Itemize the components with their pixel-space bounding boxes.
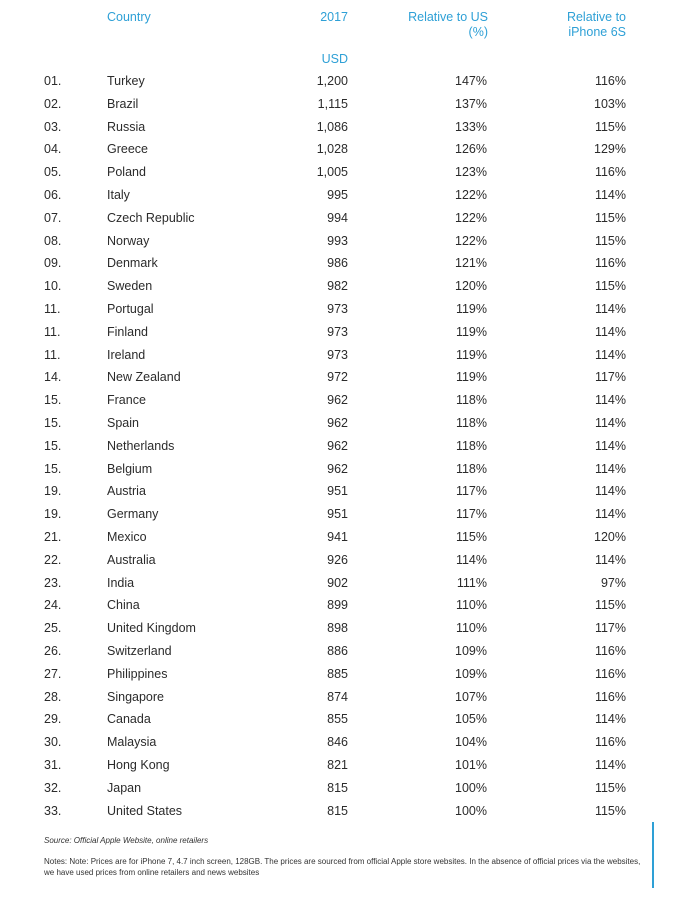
relative-us-cell: 119%: [455, 301, 487, 316]
relative-us-cell: 105%: [455, 712, 487, 727]
relative-us-cell: 118%: [455, 393, 487, 408]
price-cell: 815: [327, 780, 348, 795]
table-row: [0, 503, 695, 526]
rank-cell: 30.: [44, 735, 62, 750]
relative-us-cell: 110%: [455, 598, 487, 613]
price-cell: 885: [327, 666, 348, 681]
relative-iphone6s-cell: 115%: [594, 233, 626, 248]
country-cell: Turkey: [107, 74, 145, 88]
table-row: [0, 412, 695, 435]
table-row: [0, 207, 695, 230]
table-row: [0, 458, 695, 481]
rank-cell: 03.: [44, 119, 62, 134]
table-row: [0, 298, 695, 321]
country-cell: Austria: [107, 484, 146, 499]
table-row: [0, 230, 695, 253]
table-row: [0, 754, 695, 777]
relative-us-cell: 117%: [455, 484, 487, 499]
country-cell: New Zealand: [107, 370, 181, 385]
rank-cell: 02.: [44, 96, 62, 111]
table-row: [0, 549, 695, 572]
rank-cell: 29.: [44, 712, 62, 727]
country-cell: Canada: [107, 712, 151, 727]
price-cell: 962: [327, 393, 348, 408]
country-cell: Netherlands: [107, 438, 175, 453]
relative-iphone6s-cell: 114%: [594, 552, 626, 567]
relative-iphone6s-cell: 114%: [594, 484, 626, 499]
relative-us-cell: 100%: [455, 780, 487, 795]
country-cell: Greece: [107, 142, 148, 157]
price-cell: 962: [327, 415, 348, 430]
rank-cell: 08.: [44, 233, 62, 248]
rank-cell: 07.: [44, 210, 62, 225]
country-cell: Finland: [107, 324, 148, 339]
column-header-country: Country: [107, 10, 151, 24]
price-cell: 995: [327, 187, 348, 202]
country-cell: Germany: [107, 507, 159, 522]
relative-iphone6s-cell: 115%: [594, 598, 626, 613]
relative-iphone6s-cell: 116%: [594, 666, 626, 681]
relative-us-cell: 114%: [455, 552, 487, 567]
rank-cell: 05.: [44, 165, 62, 180]
rank-cell: 31.: [44, 757, 62, 772]
rank-cell: 19.: [44, 507, 62, 522]
relative-us-cell: 109%: [455, 643, 487, 658]
price-cell: 951: [327, 507, 348, 522]
relative-us-cell: 118%: [455, 438, 487, 453]
relative-iphone6s-cell: 116%: [594, 256, 626, 271]
rank-cell: 24.: [44, 598, 62, 613]
table-row: [0, 640, 695, 663]
relative-iphone6s-cell: 115%: [594, 780, 626, 795]
relative-iphone6s-cell: 114%: [594, 301, 626, 316]
price-cell: 982: [327, 279, 348, 294]
table-row: [0, 116, 695, 139]
price-cell: 926: [327, 552, 348, 567]
price-cell: 815: [327, 803, 348, 818]
relative-us-cell: 100%: [455, 803, 487, 818]
relative-iphone6s-cell: 115%: [594, 210, 626, 225]
relative-iphone6s-cell: 116%: [594, 689, 626, 704]
price-cell: 846: [327, 735, 348, 750]
price-table-body: [0, 70, 695, 822]
price-cell: 821: [327, 757, 348, 772]
table-row: [0, 526, 695, 549]
table-row: [0, 435, 695, 458]
price-cell: 973: [327, 301, 348, 316]
rank-cell: 19.: [44, 484, 62, 499]
relative-us-cell: 123%: [455, 165, 487, 180]
price-cell: 1,086: [316, 119, 348, 134]
table-row: [0, 731, 695, 754]
price-cell: 874: [327, 689, 348, 704]
price-cell: 951: [327, 484, 348, 499]
relative-iphone6s-cell: 116%: [594, 165, 626, 180]
relative-iphone6s-cell: 120%: [594, 529, 626, 544]
relative-iphone6s-cell: 117%: [594, 370, 626, 385]
relative-us-cell: 115%: [455, 529, 487, 544]
country-cell: Poland: [107, 165, 146, 180]
country-cell: Malaysia: [107, 735, 157, 750]
table-row: [0, 572, 695, 595]
price-cell: 962: [327, 438, 348, 453]
footnote: Notes: Note: Prices are for iPhone 7, 4.7 inch screen, 128GB. The prices are sourced from official Apple store websites. In the absence of official prices via the websites, we have used prices from online retailers and news websites: [44, 857, 641, 877]
relative-iphone6s-cell: 114%: [594, 347, 626, 362]
country-cell: Russia: [107, 119, 146, 134]
relative-iphone6s-cell: 114%: [594, 415, 626, 430]
relative-us-cell: 110%: [455, 621, 487, 636]
table-row: [0, 480, 695, 503]
country-cell: Australia: [107, 552, 156, 567]
rank-cell: 10.: [44, 279, 62, 294]
relative-iphone6s-cell: 114%: [594, 324, 626, 339]
price-cell: 962: [327, 461, 348, 476]
country-cell: Japan: [107, 780, 142, 795]
relative-iphone6s-cell: 116%: [594, 643, 626, 658]
rank-cell: 15.: [44, 438, 62, 453]
rank-cell: 14.: [44, 370, 62, 385]
country-cell: Czech Republic: [107, 210, 195, 225]
country-cell: Singapore: [107, 689, 164, 704]
price-cell: 993: [327, 233, 348, 248]
relative-us-cell: 126%: [455, 142, 487, 157]
relative-us-cell: 122%: [455, 187, 487, 202]
relative-iphone6s-cell: 114%: [594, 461, 626, 476]
relative-iphone6s-cell: 114%: [594, 507, 626, 522]
column-header-relative-iphone6s: Relative to iPhone 6S: [566, 10, 626, 39]
country-cell: Spain: [107, 415, 139, 430]
country-cell: China: [107, 598, 140, 613]
rank-cell: 33.: [44, 803, 62, 818]
price-cell: 898: [327, 621, 348, 636]
table-row: [0, 344, 695, 367]
price-cell: 902: [327, 575, 348, 590]
table-row: [0, 184, 695, 207]
table-row: [0, 663, 695, 686]
price-cell: 972: [327, 370, 348, 385]
table-row: [0, 617, 695, 640]
country-cell: Philippines: [107, 666, 168, 681]
price-cell: 973: [327, 347, 348, 362]
country-cell: Mexico: [107, 529, 147, 544]
relative-us-cell: 118%: [455, 415, 487, 430]
table-row: [0, 161, 695, 184]
relative-iphone6s-cell: 103%: [594, 96, 626, 111]
price-cell: 1,005: [316, 165, 348, 180]
table-row: [0, 594, 695, 617]
relative-iphone6s-cell: 114%: [594, 712, 626, 727]
relative-iphone6s-cell: 115%: [594, 279, 626, 294]
relative-us-cell: 122%: [455, 233, 487, 248]
rank-cell: 32.: [44, 780, 62, 795]
price-cell: 1,200: [316, 74, 348, 88]
table-row: [0, 70, 695, 93]
table-row: [0, 321, 695, 344]
country-cell: Belgium: [107, 461, 153, 476]
relative-us-cell: 118%: [455, 461, 487, 476]
column-unit-usd: USD: [321, 52, 348, 66]
rank-cell: 11.: [44, 347, 61, 362]
column-header-relative-us: Relative to US (%): [408, 10, 488, 39]
relative-us-cell: 121%: [455, 256, 487, 271]
rank-cell: 28.: [44, 689, 62, 704]
relative-us-cell: 133%: [455, 119, 487, 134]
table-row: [0, 389, 695, 412]
rank-cell: 26.: [44, 643, 62, 658]
country-cell: Sweden: [107, 279, 153, 294]
relative-iphone6s-cell: 114%: [594, 757, 626, 772]
price-cell: 855: [327, 712, 348, 727]
relative-us-cell: 107%: [455, 689, 487, 704]
table-row: [0, 708, 695, 731]
country-cell: Italy: [107, 187, 130, 202]
relative-iphone6s-cell: 97%: [600, 575, 626, 590]
rank-cell: 21.: [44, 529, 62, 544]
country-cell: Brazil: [107, 96, 139, 111]
relative-iphone6s-cell: 129%: [594, 142, 626, 157]
relative-iphone6s-cell: 115%: [594, 803, 626, 818]
rank-cell: 11.: [44, 301, 61, 316]
relative-us-cell: 111%: [456, 575, 487, 590]
relative-iphone6s-cell: 114%: [594, 393, 626, 408]
country-cell: France: [107, 393, 146, 408]
table-row: [0, 275, 695, 298]
relative-us-cell: 119%: [455, 347, 487, 362]
country-cell: United States: [107, 803, 183, 818]
source-note: Source: Official Apple Website, online retailers: [44, 836, 209, 845]
price-cell: 1,028: [316, 142, 348, 157]
rank-cell: 27.: [44, 666, 62, 681]
rank-cell: 15.: [44, 393, 62, 408]
rank-cell: 23.: [44, 575, 62, 590]
price-cell: 994: [327, 210, 348, 225]
relative-us-cell: 119%: [455, 370, 487, 385]
relative-iphone6s-cell: 116%: [594, 735, 626, 750]
rank-cell: 25.: [44, 621, 62, 636]
relative-us-cell: 109%: [455, 666, 487, 681]
relative-iphone6s-cell: 117%: [594, 621, 626, 636]
table-row: [0, 252, 695, 275]
rank-cell: 11.: [44, 324, 61, 339]
rank-cell: 01.: [44, 74, 62, 88]
relative-iphone6s-cell: 116%: [594, 74, 626, 88]
table-row: [0, 138, 695, 161]
relative-us-cell: 120%: [455, 279, 487, 294]
country-cell: India: [107, 575, 135, 590]
table-row: [0, 686, 695, 709]
rank-cell: 15.: [44, 461, 62, 476]
country-cell: United Kingdom: [107, 621, 196, 636]
country-cell: Denmark: [107, 256, 158, 271]
country-cell: Switzerland: [107, 643, 172, 658]
rank-cell: 06.: [44, 187, 62, 202]
price-cell: 1,115: [317, 96, 348, 111]
rank-cell: 04.: [44, 142, 62, 157]
relative-us-cell: 147%: [455, 74, 487, 88]
rank-cell: 09.: [44, 256, 62, 271]
relative-us-cell: 101%: [455, 757, 487, 772]
relative-us-cell: 104%: [455, 735, 487, 750]
table-row: [0, 777, 695, 800]
price-cell: 899: [327, 598, 348, 613]
price-cell: 941: [327, 529, 348, 544]
rank-cell: 15.: [44, 415, 62, 430]
country-cell: Hong Kong: [107, 757, 170, 772]
table-row: [0, 93, 695, 116]
country-cell: Portugal: [107, 301, 154, 316]
relative-us-cell: 137%: [455, 96, 487, 111]
price-cell: 886: [327, 643, 348, 658]
table-row: [0, 366, 695, 389]
rank-cell: 22.: [44, 552, 62, 567]
accent-bar: [652, 822, 654, 888]
relative-iphone6s-cell: 114%: [594, 187, 626, 202]
relative-us-cell: 119%: [455, 324, 487, 339]
country-cell: Ireland: [107, 347, 146, 362]
relative-iphone6s-cell: 115%: [594, 119, 626, 134]
price-cell: 986: [327, 256, 348, 271]
price-cell: 973: [327, 324, 348, 339]
table-row: [0, 800, 695, 823]
relative-iphone6s-cell: 114%: [594, 438, 626, 453]
relative-us-cell: 122%: [455, 210, 487, 225]
relative-us-cell: 117%: [455, 507, 487, 522]
column-header-year: 2017: [320, 10, 348, 24]
country-cell: Norway: [107, 233, 150, 248]
